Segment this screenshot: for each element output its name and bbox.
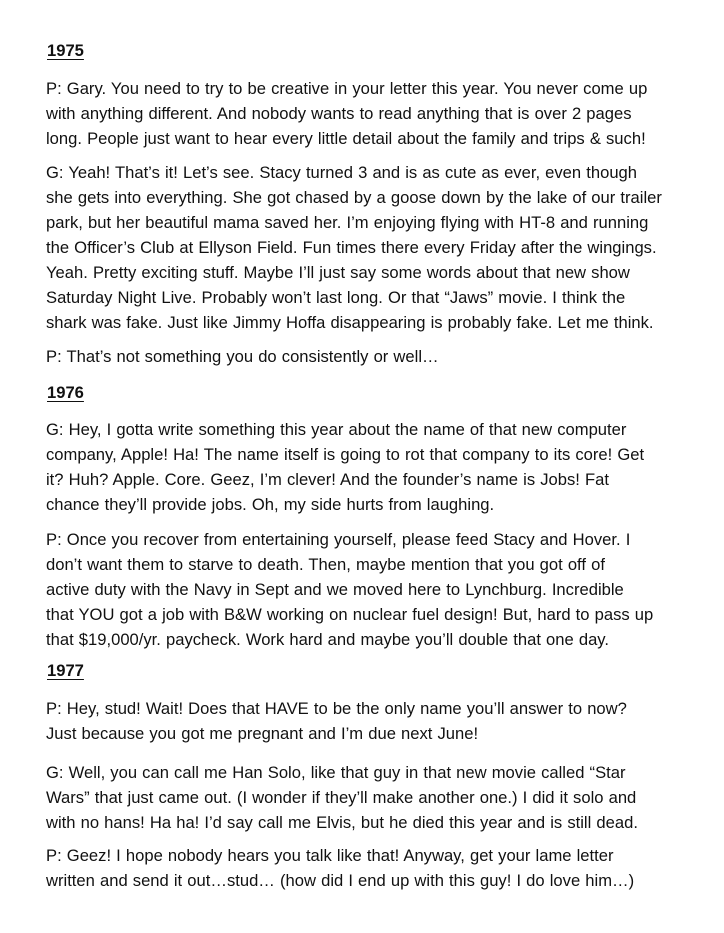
paragraph-1976-1: G: Hey, I gotta write something this year about the name of that new computer company, Apple! Ha! The name itself is going to rot that company to its core! Get it? Huh? Apple. Core. Geez, I’m clever! And the founder’s name is Jobs! Fat chance they’ll provide jobs. Oh, my side hurts from laughing. <box>46 420 645 514</box>
paragraph-1976-2: P: Once you recover from entertaining yourself, please feed Stacy and Hover. I don’t want them to starve to death. Then, maybe mention that you got off of active duty with the Navy in Sept and we moved here to Lynchburg. Incredible that YOU got a job with B&W working on nuclear fuel design! But, hard to pass up that $19,000/yr. paycheck. Work hard and maybe you’ll double that one day. <box>46 530 654 649</box>
paragraph-1975-3: P: That’s not something you do consistently or well… <box>46 347 439 366</box>
paragraph-1977-2: G: Well, you can call me Han Solo, like that guy in that new movie called “Star Wars” that just came out. (I wonder if they’ll make another one.) I did it solo and with no hans! Ha ha! I’d say call me Elvis, but he died this year and is still dead. <box>46 763 638 832</box>
paragraph-1975-1: P: Gary. You need to try to be creative in your letter this year. You never come up with anything different. And nobody wants to read anything that is over 2 pages long. People just want to hear every little detail about the family and trips & such! <box>46 79 648 148</box>
year-heading-1975: 1975 <box>47 41 84 60</box>
paragraph-1975-2: G: Yeah! That’s it! Let’s see. Stacy turned 3 and is as cute as ever, even though she gets into everything. She got chased by a goose down by the lake of our trailer park, but her beautiful mama saved her. I’m enjoying flying with HT-8 and running the Officer’s Club at Ellyson Field. Fun times there every Friday after the wingings. Yeah. Pretty exciting stuff. Maybe I’ll just say some words about that new show Saturday Night Live. Probably won’t last long. Or that “Jaws” movie. I think the shark was fake. Just like Jimmy Hoffa disappearing is probably fake. Let me think. <box>46 163 662 332</box>
year-heading-1976: 1976 <box>47 383 84 402</box>
paragraph-1977-1: P: Hey, stud! Wait! Does that HAVE to be the only name you’ll answer to now? Just because you got me pregnant and I’m due next June! <box>46 699 627 743</box>
year-heading-1977: 1977 <box>47 661 84 680</box>
paragraph-1977-3: P: Geez! I hope nobody hears you talk like that! Anyway, get your lame letter written and send it out…stud… (how did I end up with this guy! I do love him…) <box>46 846 635 890</box>
